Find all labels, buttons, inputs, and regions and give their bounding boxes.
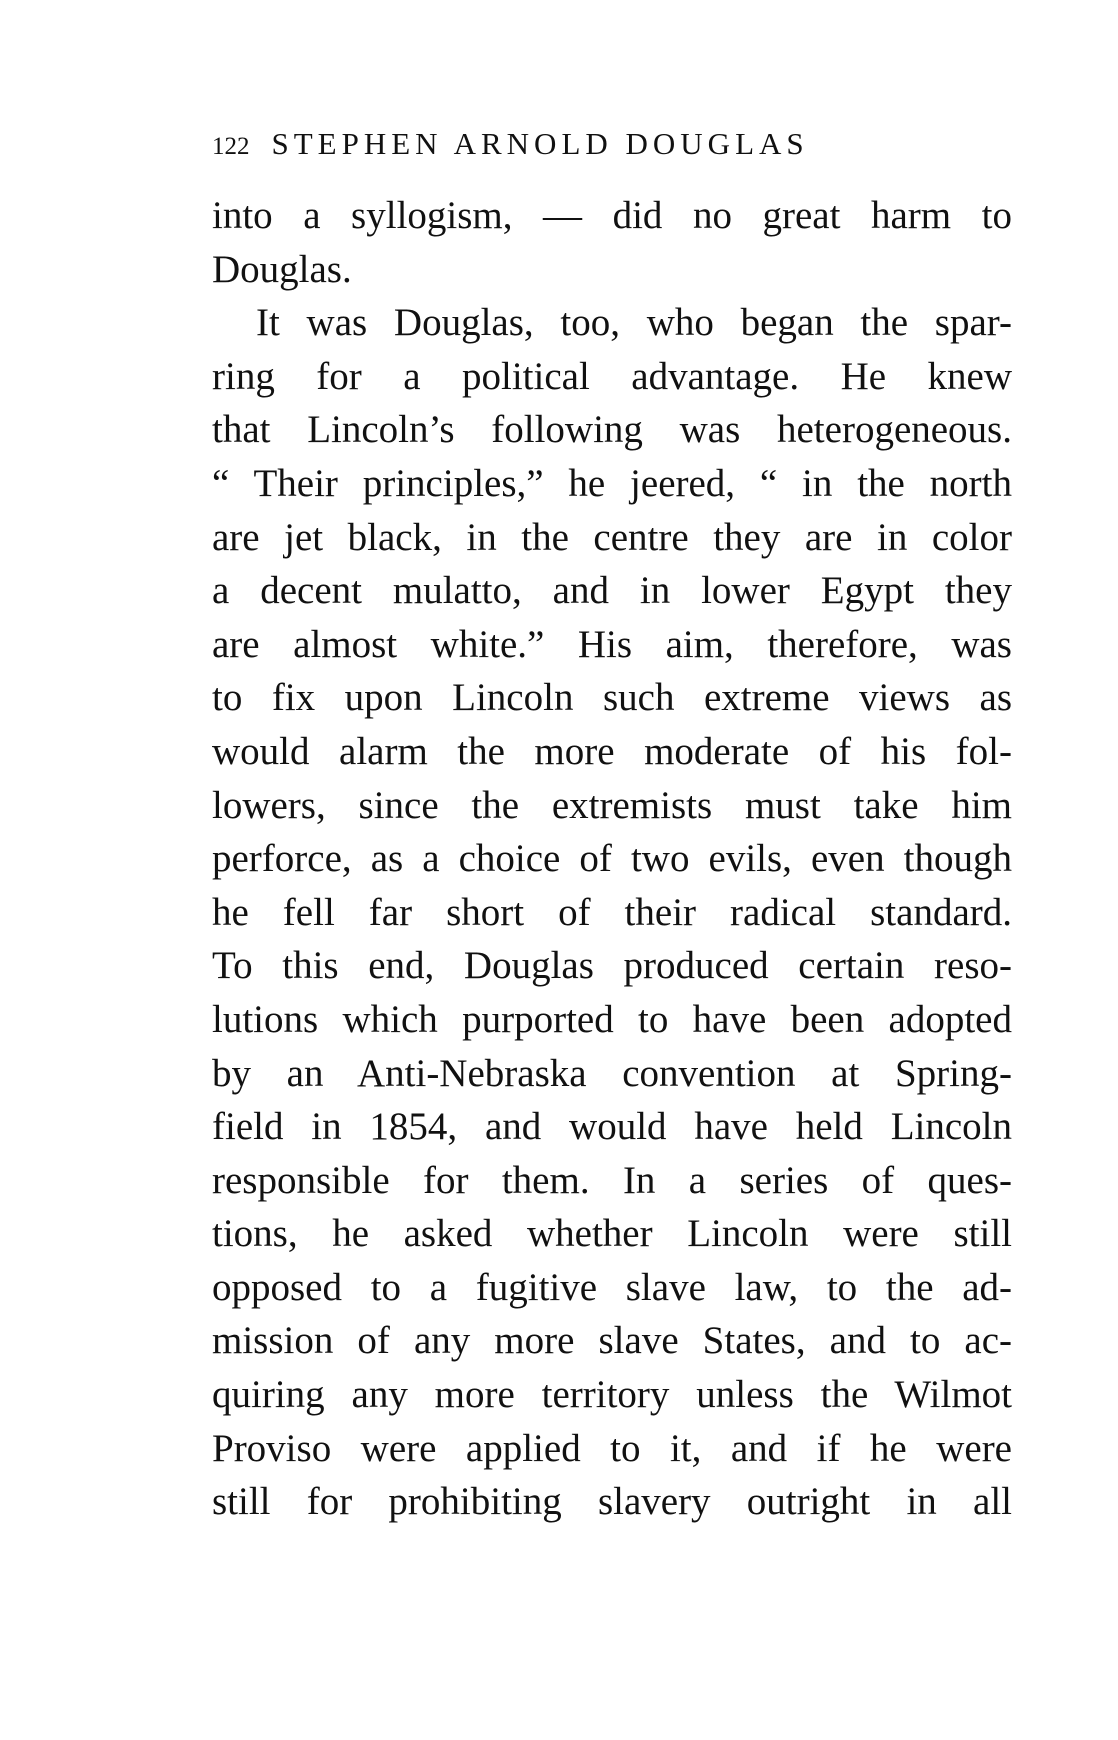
text-line: field in 1854, and would have held Lincoln <box>212 1105 1012 1149</box>
text-line: by an Anti-Nebraska convention at Spring- <box>212 1051 1012 1095</box>
text-line: perforce, as a choice of two evils, even though <box>212 837 1012 881</box>
text-line: into a syllogism, — did no great harm to <box>212 194 1012 237</box>
text-line: tions, he asked whether Lincoln were still <box>212 1212 1012 1256</box>
text-line: quiring any more territory unless the Wilmot <box>212 1373 1012 1417</box>
text-line: a decent mulatto, and in lower Egypt they <box>212 569 1012 613</box>
text-line: responsible for them. In a series of ques- <box>212 1158 1012 1202</box>
text-line: that Lincoln’s following was heterogeneous. <box>212 408 1012 452</box>
running-head <box>212 124 1012 164</box>
paragraph-2 <box>212 296 1012 1529</box>
text-line: still for prohibiting slavery outright in all <box>212 1480 1012 1524</box>
text-line: are jet black, in the centre they are in color <box>212 515 1012 559</box>
text-line: are almost white.” His aim, therefore, was <box>212 622 1012 666</box>
text-line: lowers, since the extremists must take him <box>212 783 1012 827</box>
text-line: he fell far short of their radical standard. <box>212 890 1012 934</box>
text-line: mission of any more slave States, and to ac- <box>212 1319 1012 1363</box>
paragraph-1 <box>212 189 1012 296</box>
text-line: “ Their principles,” he jeered, “ in the north <box>212 461 1012 505</box>
text-line: opposed to a fugitive slave law, to the ad- <box>212 1265 1012 1309</box>
text-line: lutions which purported to have been adopted <box>212 997 1012 1041</box>
text-line: Proviso were applied to it, and if he were <box>212 1426 1012 1470</box>
body-text <box>212 189 1012 1529</box>
text-line: ring for a political advantage. He knew <box>212 354 1012 398</box>
text-line: would alarm the more moderate of his fol- <box>212 729 1012 773</box>
page-number: 122 <box>212 133 250 160</box>
text-line: It was Douglas, too, who began the spar- <box>256 301 1012 345</box>
text-line: Douglas. <box>212 247 352 291</box>
text-line: to fix upon Lincoln such extreme views as <box>212 676 1012 720</box>
book-title: STEPHEN ARNOLD DOUGLAS <box>271 126 809 161</box>
text-line: To this end, Douglas produced certain reso- <box>212 944 1012 988</box>
